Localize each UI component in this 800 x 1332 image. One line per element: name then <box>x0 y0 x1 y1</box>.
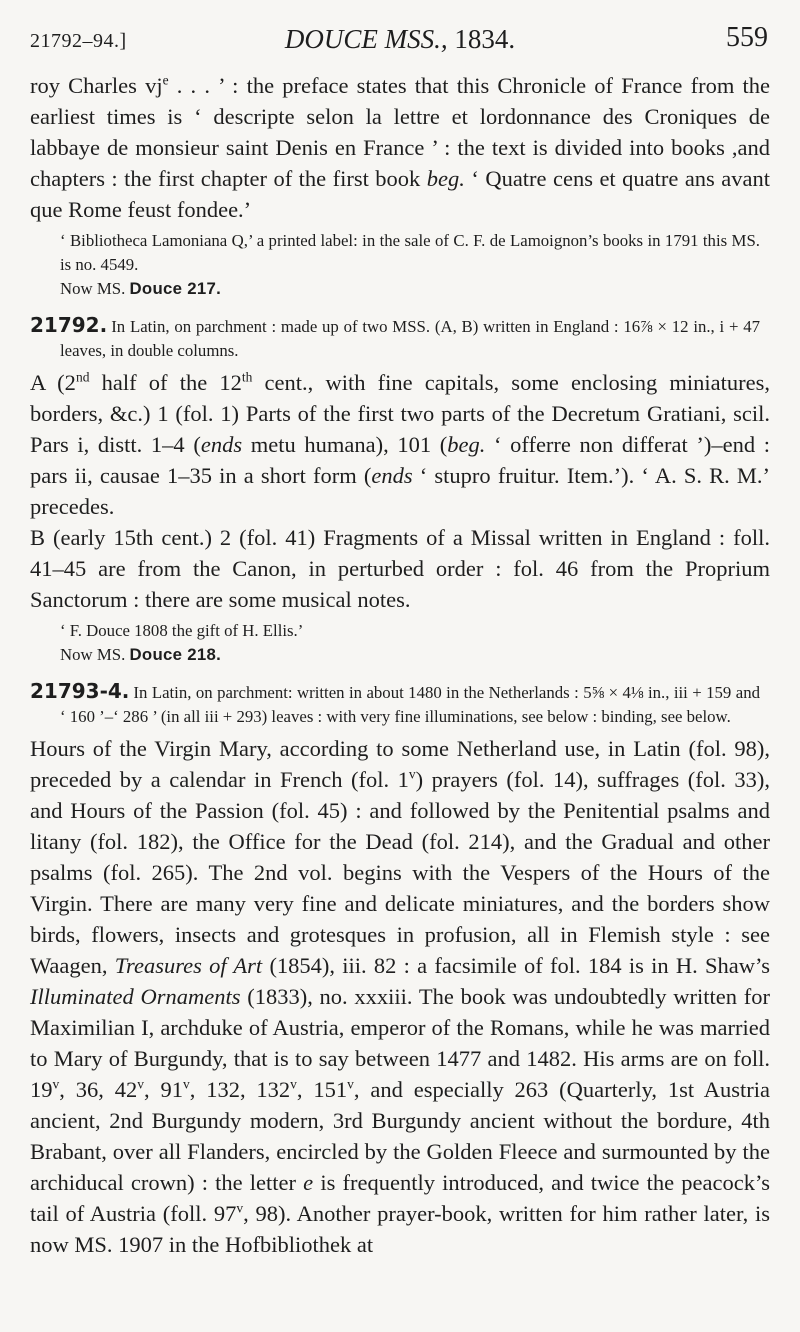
text-run: , 36, 42 <box>59 1077 138 1102</box>
text-run: cent., with fine capitals, some enclosing miniatures, borders, &c.) 1 (fol. 1) Parts of the first two parts of the Decretum Gratiani, scil. Pars i, distt. 1–4 ( <box>30 370 770 457</box>
superscript: v <box>236 1200 244 1216</box>
text-run: is frequently introduced, and twice the peacock’s tail of Austria (foll. 97 <box>30 1170 770 1226</box>
text-run: ‘ F. Douce 1808 the gift of H. Ellis.’ <box>60 621 304 640</box>
superscript: v <box>137 1076 144 1092</box>
running-header <box>30 20 770 64</box>
text-run: B (early 15th cent.) 2 (fol. 41) Fragments of a Missal written in England : foll. 41–45 are from the Canon, in perturbed order : fol. 46 from the Proprium Sanctorum : there are some musical notes. <box>30 525 770 612</box>
italic-run: ends <box>200 432 243 457</box>
paragraph-chronicle-preface <box>30 70 770 225</box>
text-run: roy Charles vj <box>30 73 163 98</box>
text-run: Hours of the Virgin Mary, according to some Netherland use, in Latin (fol. 98), preceded by a calendar in French (fol. 1 <box>30 736 770 792</box>
text-run: Now MS. <box>60 645 130 664</box>
note-provenance-lamoniana <box>30 229 770 277</box>
text-run: ) prayers (fol. 14), suffrages (fol. 33), and Hours of the Passion (fol. 45) : and followed by the Penitential psalms and litany (fol. 182), the Office for the Dead (fol. 214), and the Gradual and other psalms (fol. 265). The 2nd vol. begins with the Vespers of the Hours of the Virgin. There are many very fine and delicate miniatures, and the borders show birds, flowers, insects and grotesques in profusion, all in Flemish style : see Waagen, <box>30 767 770 978</box>
text-run: ‘ Quatre cens et quatre ans avant que Rome feust fondee.’ <box>30 166 770 222</box>
text-run: (1833), no. xxxiii. The book was undoubtedly written for Maximilian I, archduke of Austria, emperor of the Romans, while he was married to Mary of Burgundy, that is to say between 1477 and 1482. His arms are on foll. 19 <box>30 984 770 1102</box>
text-run: ‘ Bibliotheca Lamoniana Q,’ a printed label: in the sale of C. F. de Lamoignon’s books in 1791 this MS. is no. 4549. <box>60 231 760 274</box>
italic-run: beg. <box>447 432 486 457</box>
text-run: In Latin, on parchment : made up of two MSS. (A, B) written in England : 16⅞ × 12 in., i + 47 leaves, in double columns. <box>60 317 760 360</box>
text-run: ‘ offerre non differat ’)–end : pars ii, causae 1–35 in a short form ( <box>30 432 770 488</box>
paragraph-part-b <box>30 522 770 615</box>
page-number: 559 <box>726 22 768 53</box>
superscript: th <box>241 369 253 385</box>
text-run: Now MS. <box>60 279 130 298</box>
text-run: metu humana), 101 ( <box>242 432 448 457</box>
running-title <box>30 24 770 55</box>
paragraph-hours-of-virgin <box>30 733 770 1260</box>
text-run: , 98). Another prayer-book, written for him rather later, is now MS. 1907 in the Hofbibliothek at <box>30 1201 770 1257</box>
text-run: . . . ’ : the preface states that this Chronicle of France from the earliest times is ‘ descripte selon la lettre et lordonnance des Croniques de labbaye de monsieur saint Denis en France ’ : the text is divided into books ,and chapters : the first chapter of the first book <box>30 73 770 191</box>
shelfmark: Douce 217. <box>129 279 222 298</box>
text-run: In Latin, on parchment: written in about 1480 in the Netherlands : 5⅝ × 4⅛ in., iii + 159 and ‘ 160 ’–‘ 286 ’ (in all iii + 293) leaves : with very fine illuminations, see below : binding, see below. <box>60 683 760 726</box>
italic-run: ends <box>371 463 413 488</box>
italic-run: beg. <box>426 166 465 191</box>
shelfmark-douce-217 <box>30 277 770 301</box>
superscript: v <box>408 766 416 782</box>
superscript: e <box>162 72 169 88</box>
text-run: , 132, 132 <box>189 1077 291 1102</box>
italic-run: Illuminated Ornaments <box>30 984 241 1009</box>
note-provenance-douce <box>30 619 770 643</box>
entry-number: 21792. <box>30 313 108 337</box>
text-run: (1854), iii. 82 : a facsimile of fol. 184 is in H. Shaw’s <box>262 953 770 978</box>
shelfmark: Douce 218. <box>129 645 222 664</box>
superscript: v <box>347 1076 354 1092</box>
text-run: , 91 <box>143 1077 183 1102</box>
body-text <box>30 70 770 1260</box>
running-title-collection: DOUCE MSS., <box>284 24 448 54</box>
entry-number: 21793-4. <box>30 679 130 703</box>
superscript: v <box>182 1076 190 1092</box>
shelfmark-douce-218 <box>30 643 770 667</box>
italic-run: e <box>303 1170 314 1195</box>
text-run: ‘ stupro fruitur. Item.’). ‘ A. S. R. M.’ precedes. <box>30 463 770 519</box>
text-run: , 151 <box>296 1077 348 1102</box>
paragraph-part-a <box>30 367 770 522</box>
text-run: half of the 12 <box>89 370 242 395</box>
entry-21792-description <box>30 313 770 363</box>
superscript: v <box>52 1076 60 1092</box>
running-title-year: 1834. <box>447 24 516 54</box>
text-run: A (2 <box>30 370 76 395</box>
superscript: nd <box>75 369 90 385</box>
superscript: v <box>290 1076 297 1092</box>
entry-range: 21792–94.] <box>30 30 127 52</box>
entry-21793-4-description <box>30 679 770 729</box>
text-run: , and especially 263 (Quarterly, 1st Austria ancient, 2nd Burgundy modern, 3rd Burgundy ancient without the bordure, 4th Brabant, over all Flanders, encircled by the Golden Fleece and surmounted by the archiducal crown) : the letter <box>30 1077 770 1195</box>
italic-run: Treasures of Art <box>114 953 263 978</box>
